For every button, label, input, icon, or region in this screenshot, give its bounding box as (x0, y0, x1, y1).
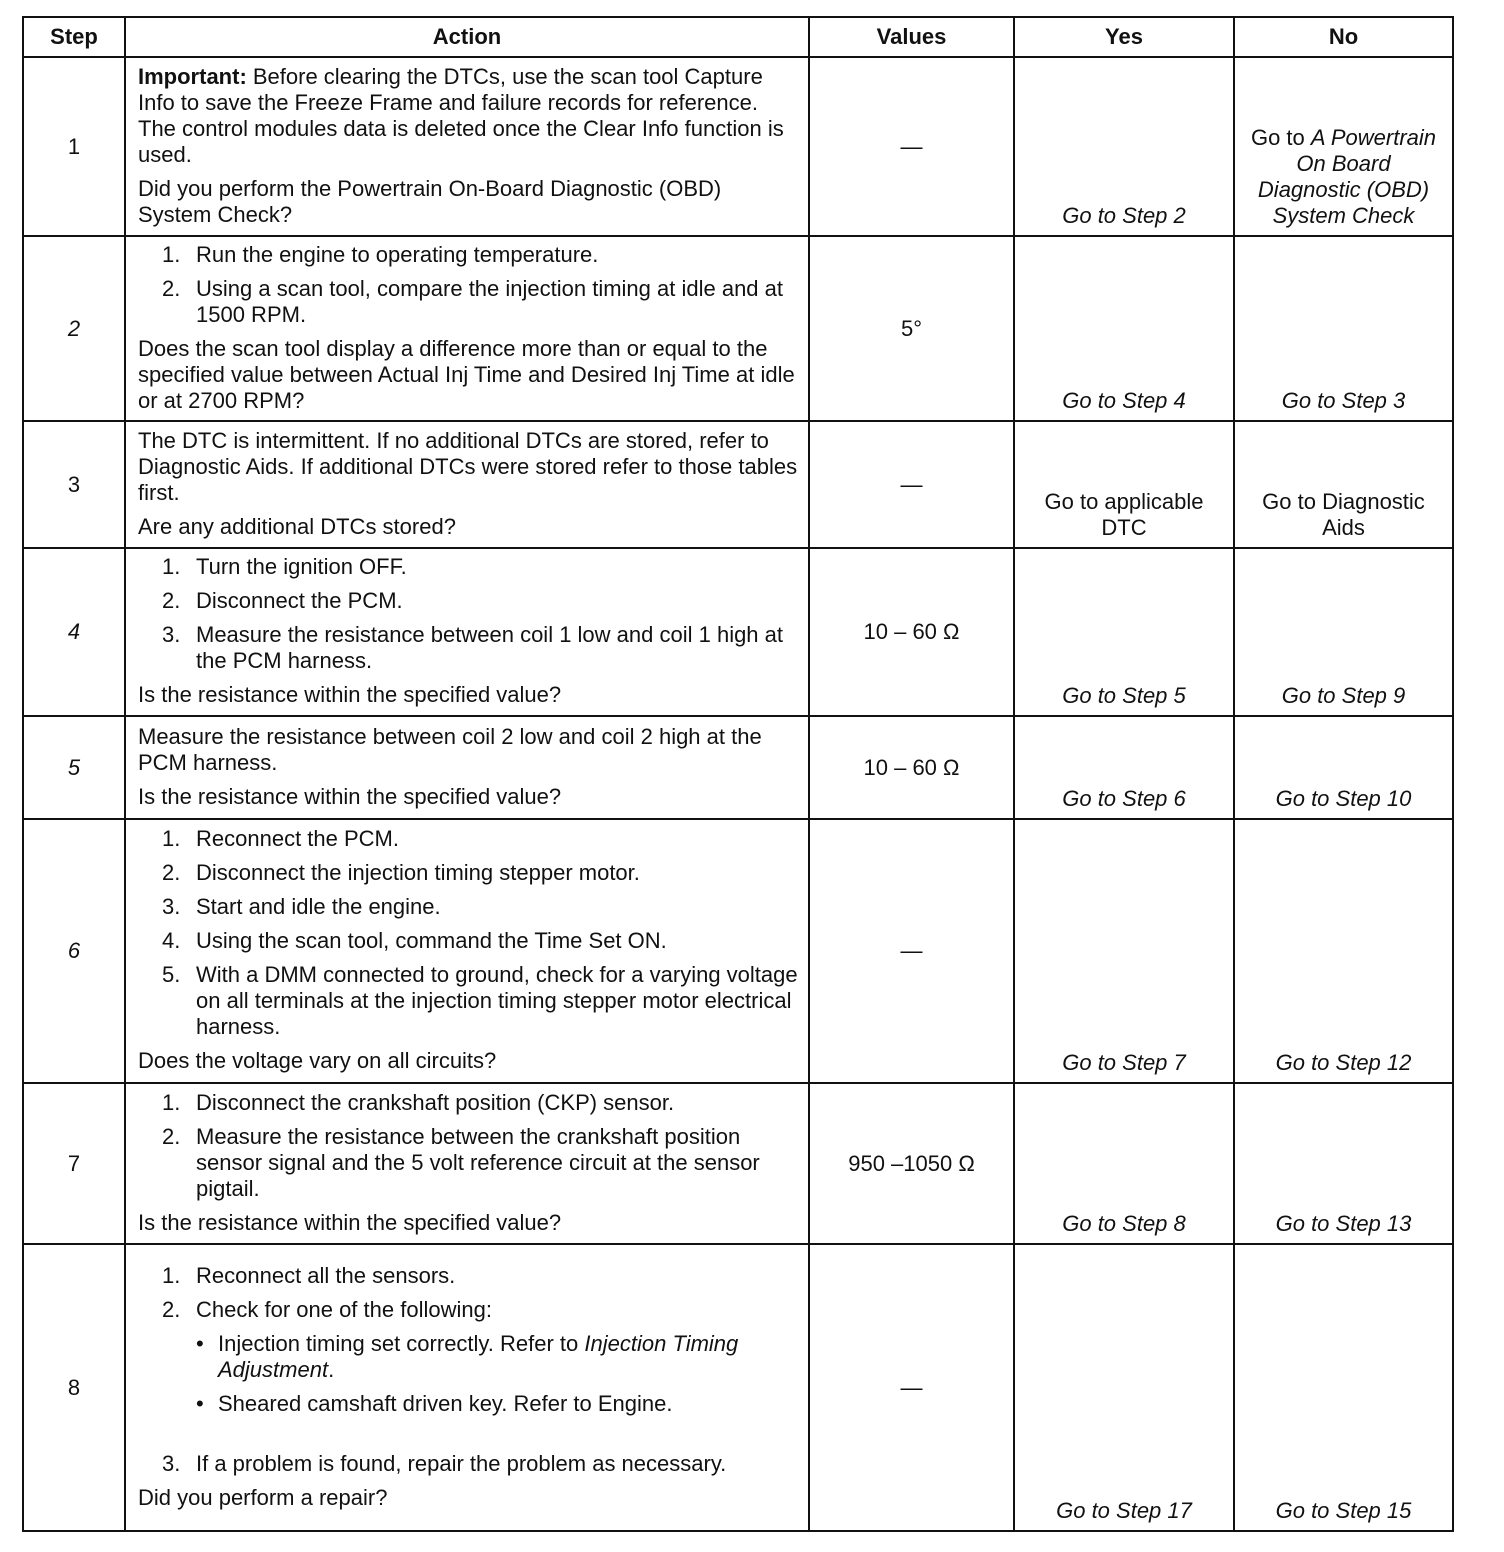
text-segment: Start and idle the engine. (196, 894, 441, 919)
numbered-item (162, 1263, 798, 1289)
item-marker: 2. (162, 1296, 181, 1322)
action-paragraph (138, 428, 798, 506)
item-text (196, 1451, 726, 1477)
yes-cell (1014, 1083, 1234, 1244)
numbered-item (162, 276, 798, 328)
item-text (196, 928, 667, 954)
text-segment: Go to Step 15 (1275, 1498, 1412, 1523)
item-text (196, 1297, 492, 1323)
text-segment: The DTC is intermittent. If no additional DTCs are stored, refer to Diagnostic Aids. If additional DTCs were stored refer to those tables first. (138, 427, 798, 505)
numbered-item (162, 894, 798, 920)
header-values: Values (809, 17, 1014, 57)
numbered-item (162, 242, 798, 268)
table-row (23, 236, 1453, 421)
numbered-item (162, 928, 798, 954)
text-segment: Go to Step 8 (1062, 1211, 1186, 1236)
no-cell (1234, 57, 1453, 236)
action-paragraph (138, 176, 798, 228)
item-text (196, 554, 407, 580)
text-segment: Go to (1250, 125, 1311, 150)
item-marker: 1. (162, 554, 181, 579)
text-segment: Go to Diagnostic Aids (1262, 489, 1425, 540)
numbered-item (162, 622, 798, 674)
item-text (196, 622, 798, 674)
text-segment: Is the resistance within the specified value? (138, 1209, 562, 1235)
item-marker: 3. (162, 1450, 181, 1476)
numbered-item (162, 826, 798, 852)
yes-cell (1014, 421, 1234, 548)
text-segment: Did you perform the Powertrain On-Board Diagnostic (OBD) System Check? (138, 175, 722, 227)
action-cell (125, 1083, 809, 1244)
item-text (196, 276, 798, 328)
item-marker: 2. (162, 275, 181, 301)
item-marker: 2. (162, 1123, 181, 1149)
numbered-item (162, 588, 798, 614)
table-row (23, 716, 1453, 819)
text-segment: With a DMM connected to ground, check for a varying voltage on all terminals at the injection timing stepper motor electrical harness. (196, 962, 798, 1039)
text-segment: Before clearing the DTCs, use the scan tool Capture Info to save the Freeze Frame and failure records for reference. The control modules data is deleted once the Clear Info function is used. (138, 63, 784, 167)
item-marker: 2. (162, 860, 181, 885)
action-cell (125, 716, 809, 819)
text-segment: Go to Step 2 (1062, 203, 1186, 228)
action-cell (125, 421, 809, 548)
item-marker: 1. (162, 826, 181, 851)
text-segment: Does the scan tool display a difference more than or equal to the specified value between Actual Inj Time and Desired Inj Time at idle or at 2700 RPM? (138, 335, 795, 413)
header-row (23, 17, 1453, 57)
yes-cell (1014, 236, 1234, 421)
no-cell (1234, 1244, 1453, 1531)
text-segment: Disconnect the injection timing stepper motor. (196, 860, 640, 885)
diagnostic-table (22, 16, 1454, 1532)
values-cell: 950 –1050 Ω (809, 1083, 1014, 1244)
step-number: 2 (23, 236, 125, 421)
text-segment: Go to Step 12 (1275, 1050, 1412, 1075)
values-cell: 10 – 60 Ω (809, 716, 1014, 819)
action-paragraph (138, 724, 798, 776)
yes-cell (1014, 57, 1234, 236)
bullet-item (196, 1391, 798, 1417)
text-segment: Is the resistance within the specified value? (138, 783, 562, 809)
text-segment: Go to Step 6 (1062, 786, 1186, 811)
spacer (138, 1425, 798, 1451)
values-cell: — (809, 819, 1014, 1083)
text-segment: Using a scan tool, compare the injection timing at idle and at 1500 RPM. (196, 275, 783, 327)
step-number: 4 (23, 548, 125, 716)
text-segment: Injection timing set correctly. Refer to (218, 1330, 585, 1356)
numbered-item (162, 860, 798, 886)
item-text (196, 1263, 455, 1289)
text-segment: Sheared camshaft driven key. Refer to Engine. (218, 1390, 673, 1416)
text-segment: Turn the ignition OFF. (196, 554, 407, 579)
action-paragraph (138, 784, 798, 810)
action-paragraph (138, 1048, 798, 1074)
item-marker: • (196, 1390, 204, 1416)
item-text (196, 962, 798, 1040)
yes-cell (1014, 716, 1234, 819)
item-text (196, 826, 399, 852)
header-step: Step (23, 17, 125, 57)
table-row (23, 819, 1453, 1083)
numbered-item (162, 1297, 798, 1323)
values-cell: 10 – 60 Ω (809, 548, 1014, 716)
item-marker: 2. (162, 588, 181, 613)
header-action: Action (125, 17, 809, 57)
text-segment: Measure the resistance between coil 1 low and coil 1 high at the PCM harness. (196, 622, 784, 673)
table-row (23, 57, 1453, 236)
text-segment: Go to Step 4 (1062, 388, 1186, 413)
text-segment: Go to Step 10 (1275, 786, 1412, 811)
values-cell: — (809, 1244, 1014, 1531)
item-marker: 1. (162, 1089, 181, 1115)
text-segment: Measure the resistance between coil 2 low and coil 2 high at the PCM harness. (138, 723, 762, 775)
text-segment: Did you perform a repair? (138, 1484, 388, 1510)
step-number: 6 (23, 819, 125, 1083)
table-row (23, 1083, 1453, 1244)
step-number: 5 (23, 716, 125, 819)
text-segment: Go to applicable DTC (1044, 489, 1204, 540)
numbered-item (162, 962, 798, 1040)
numbered-item (162, 1451, 798, 1477)
item-marker: 3. (162, 894, 181, 919)
text-segment: Disconnect the PCM. (196, 588, 403, 613)
values-cell: — (809, 57, 1014, 236)
item-text (196, 860, 640, 886)
text-segment: Reconnect all the sensors. (196, 1262, 456, 1288)
action-paragraph (138, 682, 798, 708)
no-cell (1234, 716, 1453, 819)
action-cell (125, 819, 809, 1083)
action-paragraph (138, 1485, 798, 1511)
no-cell (1234, 421, 1453, 548)
text-segment: Go to Step 17 (1056, 1498, 1192, 1523)
text-segment: A Powertrain On Board Diagnostic (OBD) System Check (1257, 125, 1437, 228)
item-marker: 3. (162, 622, 181, 647)
text-segment: Go to Step 13 (1275, 1211, 1412, 1236)
item-text (196, 1090, 674, 1116)
text-segment: Reconnect the PCM. (196, 826, 399, 851)
text-segment: Go to Step 5 (1062, 683, 1186, 708)
item-text (218, 1331, 798, 1383)
yes-cell (1014, 548, 1234, 716)
item-text (196, 588, 403, 614)
item-marker: 1. (162, 1262, 181, 1288)
table-row (23, 421, 1453, 548)
text-segment: If a problem is found, repair the problem as necessary. (196, 1450, 727, 1476)
step-number: 3 (23, 421, 125, 548)
header-no: No (1234, 17, 1453, 57)
text-segment: Using the scan tool, command the Time Set ON. (196, 928, 667, 953)
action-paragraph (138, 64, 798, 168)
yes-cell (1014, 819, 1234, 1083)
no-cell (1234, 1083, 1453, 1244)
item-marker: 5. (162, 962, 181, 987)
action-paragraph (138, 1210, 798, 1236)
action-cell (125, 57, 809, 236)
text-segment: Go to Step 9 (1281, 683, 1406, 708)
text-segment: . (328, 1356, 335, 1382)
no-cell (1234, 236, 1453, 421)
text-segment: Injection Timing Adjustment (218, 1330, 739, 1382)
yes-cell (1014, 1244, 1234, 1531)
text-segment: Disconnect the crankshaft position (CKP) sensor. (196, 1089, 675, 1115)
header-yes: Yes (1014, 17, 1234, 57)
action-paragraph (138, 336, 798, 414)
action-cell (125, 236, 809, 421)
numbered-item (162, 1090, 798, 1116)
text-segment: Measure the resistance between the crankshaft position sensor signal and the 5 volt reference circuit at the sensor pigtail. (196, 1123, 760, 1201)
step-number: 7 (23, 1083, 125, 1244)
item-marker: 4. (162, 928, 181, 953)
text-segment: Important: (138, 63, 247, 89)
item-text (218, 1391, 673, 1417)
no-cell (1234, 819, 1453, 1083)
numbered-item (162, 554, 798, 580)
text-segment: Does the voltage vary on all circuits? (138, 1048, 497, 1073)
text-segment: Check for one of the following: (196, 1296, 492, 1322)
action-cell (125, 1244, 809, 1531)
action-paragraph (138, 514, 798, 540)
item-text (196, 894, 441, 920)
numbered-item (162, 1124, 798, 1202)
step-number: 8 (23, 1244, 125, 1531)
action-cell (125, 548, 809, 716)
item-marker: • (196, 1330, 204, 1356)
bullet-item (196, 1331, 798, 1383)
text-segment: Go to Step 7 (1062, 1050, 1186, 1075)
item-marker: 1. (162, 241, 181, 267)
table-row (23, 1244, 1453, 1531)
text-segment: Are any additional DTCs stored? (138, 513, 456, 539)
item-text (196, 1124, 798, 1202)
values-cell: — (809, 421, 1014, 548)
values-cell: 5° (809, 236, 1014, 421)
no-cell (1234, 548, 1453, 716)
text-segment: Is the resistance within the specified value? (138, 682, 562, 707)
table-row (23, 548, 1453, 716)
text-segment: Go to Step 3 (1281, 388, 1406, 413)
text-segment: Run the engine to operating temperature. (196, 241, 599, 267)
item-text (196, 242, 598, 268)
step-number: 1 (23, 57, 125, 236)
